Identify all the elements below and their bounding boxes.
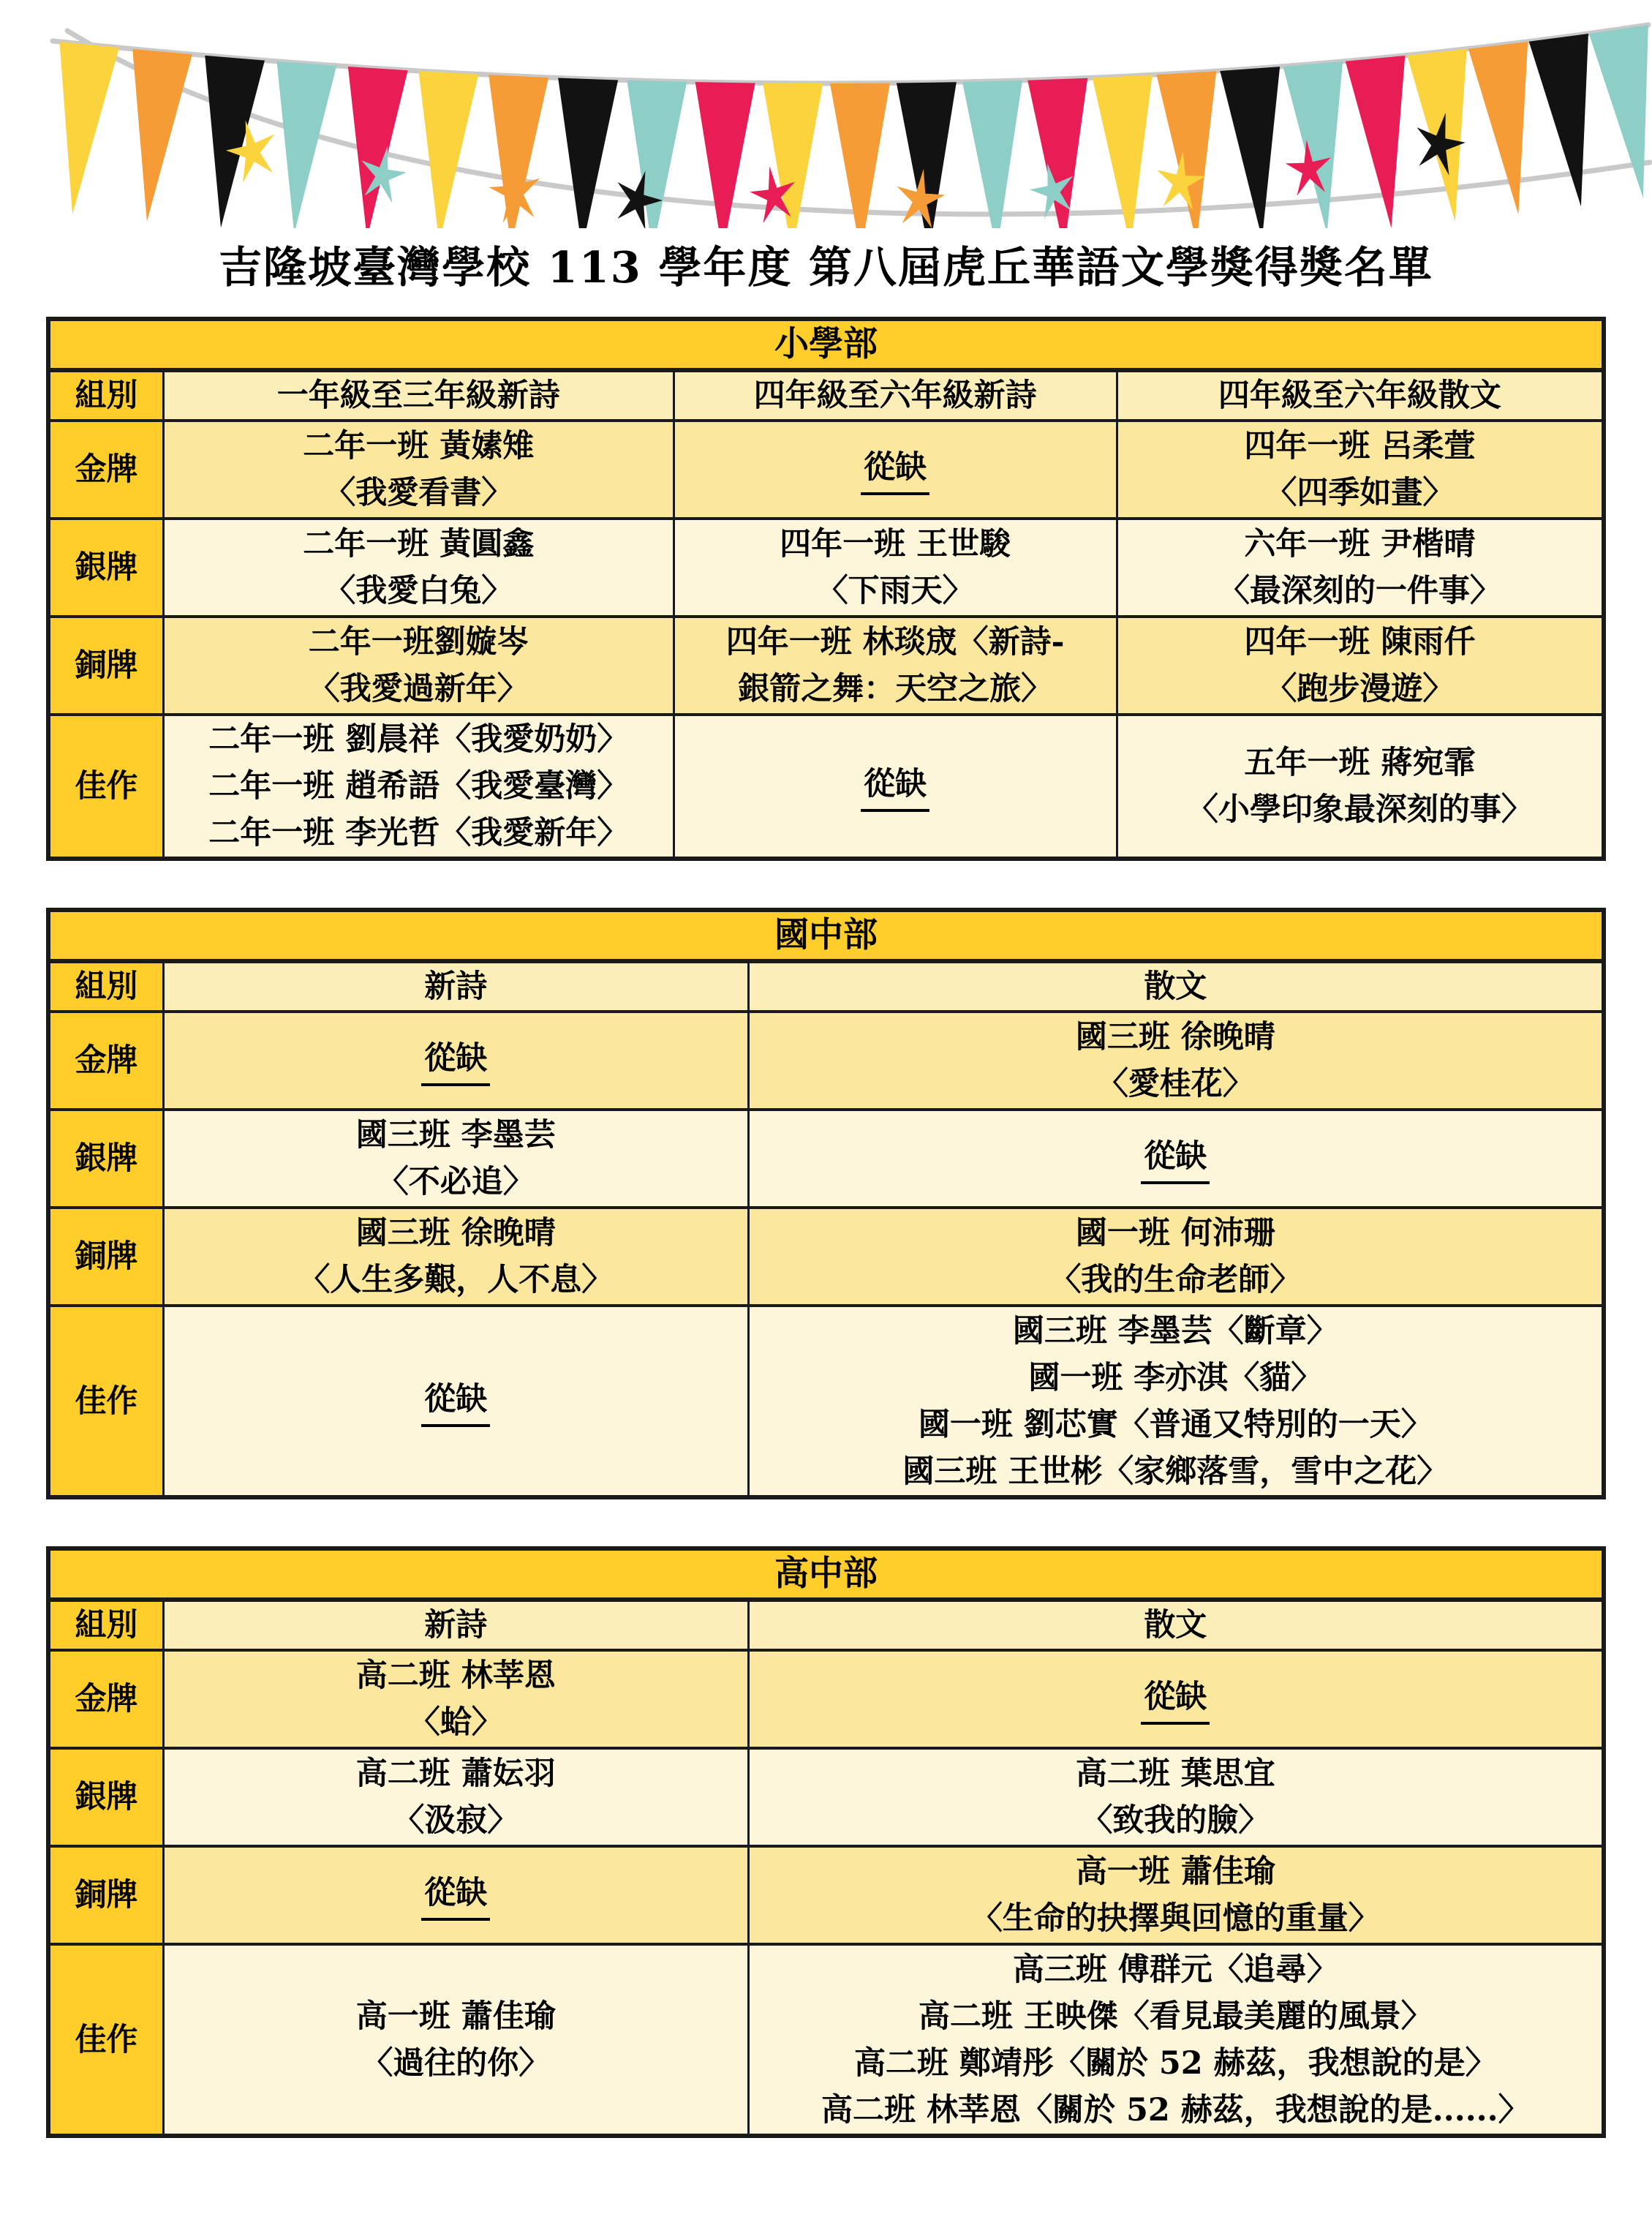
entry-line: 二年一班劉嫙岑 xyxy=(308,624,529,660)
award-label-silver: 銀牌 xyxy=(48,1110,163,1208)
award-row-silver xyxy=(48,1748,1604,1846)
award-label-gold: 金牌 xyxy=(48,421,163,519)
entry-line: 〈我愛過新年〉 xyxy=(308,671,529,707)
winner-entry-cell xyxy=(748,1944,1604,2136)
award-label-honorable-mention: 佳作 xyxy=(48,1306,163,1497)
entry-line: 高一班 蕭佳瑜 xyxy=(355,1998,556,2035)
group-label-cell: 組別 xyxy=(48,961,163,1012)
entry-line: 〈下雨天〉 xyxy=(816,573,974,609)
winner-entry-cell xyxy=(163,421,674,519)
winner-entry-cell xyxy=(748,1012,1604,1110)
entry-line: 國三班 徐晚晴 xyxy=(1075,1019,1275,1055)
entry-line: 二年一班 黃圓鑫 xyxy=(303,526,535,562)
entry-line: 國一班 何沛珊 xyxy=(1075,1215,1275,1251)
award-label-bronze: 銅牌 xyxy=(48,617,163,715)
section-header-junior-high: 國中部 xyxy=(48,910,1604,961)
entry-line: 〈小學印象最深刻的事〉 xyxy=(1186,791,1533,828)
entry-line: 〈不必追〉 xyxy=(377,1164,535,1200)
missing-label: 從缺 xyxy=(421,1380,490,1427)
entry-line: 高三班 傅群元〈追尋〉 xyxy=(1012,1951,1338,1988)
column-header-senior-high-0: 新詩 xyxy=(163,1600,748,1650)
entry-line: 四年一班 王世駿 xyxy=(780,526,1011,562)
winner-entry-cell xyxy=(163,1650,748,1748)
missing-entry-cell xyxy=(163,1012,748,1110)
entry-line: 銀箭之舞：天空之旅〉 xyxy=(738,671,1053,707)
winner-entry-cell xyxy=(163,1944,748,2136)
entry-line: 國三班 李墨芸 xyxy=(355,1117,556,1153)
award-row-silver xyxy=(48,519,1604,617)
award-table-elementary xyxy=(46,317,1606,861)
missing-label: 從缺 xyxy=(861,765,929,812)
entry-line: 四年一班 林琰宬〈新詩- xyxy=(725,624,1065,660)
entry-line: 五年一班 蔣宛霏 xyxy=(1244,745,1476,781)
winner-entry-cell xyxy=(1117,617,1604,715)
entry-line: 〈我的生命老師〉 xyxy=(1049,1262,1302,1298)
entry-line: 二年一班 趙希語〈我愛臺灣〉 xyxy=(208,768,629,805)
winner-entry-cell xyxy=(748,1748,1604,1846)
award-row-bronze xyxy=(48,1208,1604,1306)
winner-entry-cell xyxy=(163,1110,748,1208)
award-tables xyxy=(0,317,1652,2138)
entry-line: 高一班 蕭佳瑜 xyxy=(1075,1853,1275,1890)
award-row-gold xyxy=(48,1012,1604,1110)
winner-entry-cell xyxy=(163,617,674,715)
missing-label: 從缺 xyxy=(421,1874,490,1921)
winner-entry-cell xyxy=(1117,715,1604,859)
group-label-cell: 組別 xyxy=(48,370,163,421)
entry-line: 高二班 林莘恩 xyxy=(355,1657,556,1694)
award-row-honorable-mention xyxy=(48,715,1604,859)
winner-entry-cell xyxy=(674,617,1117,715)
winner-entry-cell xyxy=(748,1306,1604,1497)
entry-line: 國三班 李墨芸〈斷章〉 xyxy=(1012,1312,1338,1350)
entry-line: 〈我愛白兔〉 xyxy=(324,573,513,609)
winner-entry-cell xyxy=(1117,421,1604,519)
page-title: 吉隆坡臺灣學校 113 學年度 第八屆虎丘華語文學獎得獎名單 xyxy=(219,242,1433,293)
award-label-gold: 金牌 xyxy=(48,1650,163,1748)
entry-line: 〈四季如畫〉 xyxy=(1265,475,1455,511)
entry-line: 四年一班 呂柔萱 xyxy=(1244,428,1476,464)
award-row-honorable-mention xyxy=(48,1306,1604,1497)
missing-label: 從缺 xyxy=(1141,1678,1210,1725)
entry-line: 國三班 王世彬〈家鄉落雪，雪中之花〉 xyxy=(902,1453,1449,1490)
missing-label: 從缺 xyxy=(1141,1137,1210,1184)
winner-entry-cell xyxy=(163,715,674,859)
entry-line: 〈我愛看書〉 xyxy=(324,475,513,511)
winner-entry-cell xyxy=(163,1748,748,1846)
column-header-junior-high-1: 散文 xyxy=(748,961,1604,1012)
winner-entry-cell xyxy=(748,1208,1604,1306)
entry-line: 二年一班 李光哲〈我愛新年〉 xyxy=(208,815,629,851)
award-row-gold xyxy=(48,421,1604,519)
entry-line: 〈致我的臉〉 xyxy=(1081,1802,1270,1839)
award-row-bronze xyxy=(48,1846,1604,1944)
column-header-elementary-0: 一年級至三年級新詩 xyxy=(163,370,674,421)
award-table-junior-high xyxy=(46,908,1606,1499)
missing-entry-cell xyxy=(748,1650,1604,1748)
entry-line: 四年一班 陳雨仟 xyxy=(1244,624,1476,660)
entry-line: 〈汲寂〉 xyxy=(393,1802,519,1839)
entry-line: 〈愛桂花〉 xyxy=(1096,1066,1254,1102)
column-header-elementary-2: 四年級至六年級散文 xyxy=(1117,370,1604,421)
entry-line: 國一班 劉芯實〈普通又特別的一天〉 xyxy=(918,1406,1433,1443)
entry-line: 六年一班 尹楷晴 xyxy=(1244,526,1476,562)
award-label-silver: 銀牌 xyxy=(48,519,163,617)
entry-line: 高二班 王映傑〈看見最美麗的風景〉 xyxy=(918,1998,1433,2035)
entry-line: 〈跑步漫遊〉 xyxy=(1265,671,1455,707)
entry-line: 〈最深刻的一件事〉 xyxy=(1218,573,1501,609)
entry-line: 二年一班 黃嫊雉 xyxy=(303,428,535,464)
award-row-honorable-mention xyxy=(48,1944,1604,2136)
entry-line: 〈蛤〉 xyxy=(408,1704,503,1741)
group-label-cell: 組別 xyxy=(48,1600,163,1650)
winner-entry-cell xyxy=(1117,519,1604,617)
missing-label: 從缺 xyxy=(861,448,929,495)
missing-label: 從缺 xyxy=(421,1039,490,1086)
entry-line: 國三班 徐晚晴 xyxy=(355,1215,556,1251)
entry-line: 〈生命的抉擇與回憶的重量〉 xyxy=(970,1900,1380,1937)
column-header-senior-high-1: 散文 xyxy=(748,1600,1604,1650)
award-table-senior-high xyxy=(46,1546,1606,2138)
missing-entry-cell xyxy=(674,421,1117,519)
entry-line: 〈過往的你〉 xyxy=(361,2044,551,2082)
winner-entry-cell xyxy=(163,1208,748,1306)
entry-line: 〈人生多艱，人不息〉 xyxy=(298,1262,614,1298)
award-label-silver: 銀牌 xyxy=(48,1748,163,1846)
award-label-honorable-mention: 佳作 xyxy=(48,715,163,859)
award-row-bronze xyxy=(48,617,1604,715)
missing-entry-cell xyxy=(163,1846,748,1944)
entry-line: 高二班 林莘恩〈關於 52 赫茲，我想說的是......〉 xyxy=(821,2091,1530,2128)
award-label-honorable-mention: 佳作 xyxy=(48,1944,163,2136)
entry-line: 高二班 葉思宜 xyxy=(1075,1755,1275,1792)
entry-line: 二年一班 劉晨祥〈我愛奶奶〉 xyxy=(208,721,629,758)
section-header-elementary: 小學部 xyxy=(48,319,1604,370)
award-row-silver xyxy=(48,1110,1604,1208)
column-header-elementary-1: 四年級至六年級新詩 xyxy=(674,370,1117,421)
missing-entry-cell xyxy=(748,1110,1604,1208)
entry-line: 高二班 蕭妘羽 xyxy=(355,1755,556,1792)
winner-entry-cell xyxy=(163,519,674,617)
section-header-senior-high: 高中部 xyxy=(48,1548,1604,1600)
column-header-junior-high-0: 新詩 xyxy=(163,961,748,1012)
missing-entry-cell xyxy=(163,1306,748,1497)
award-row-gold xyxy=(48,1650,1604,1748)
winner-entry-cell xyxy=(674,519,1117,617)
award-label-bronze: 銅牌 xyxy=(48,1846,163,1944)
entry-line: 高二班 鄭靖彤〈關於 52 赫茲，我想說的是〉 xyxy=(853,2044,1497,2082)
award-label-bronze: 銅牌 xyxy=(48,1208,163,1306)
missing-entry-cell xyxy=(674,715,1117,859)
entry-line: 國一班 李亦淇〈貓〉 xyxy=(1028,1359,1323,1396)
award-label-gold: 金牌 xyxy=(48,1012,163,1110)
winner-entry-cell xyxy=(748,1846,1604,1944)
